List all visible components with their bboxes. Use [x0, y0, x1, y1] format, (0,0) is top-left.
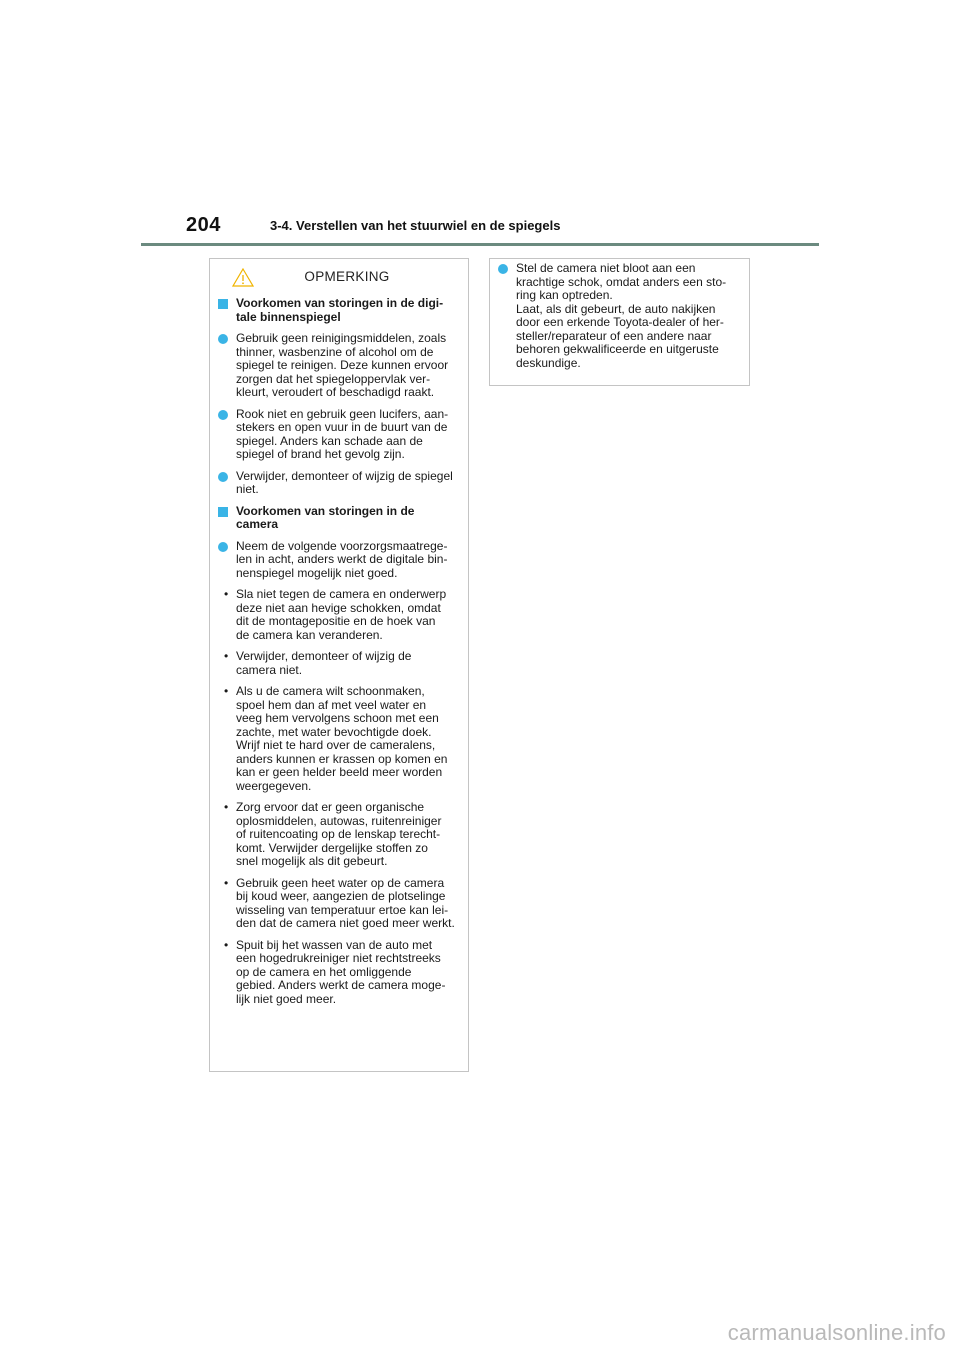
bullet-point — [218, 939, 458, 1007]
watermark: carmanualsonline.info — [727, 1320, 946, 1345]
page-number: 204 — [186, 214, 221, 236]
item-text: Stel de camera niet bloot aan een krachtige schok, omdat anders een sto- ring kan optreden. Laat, als dit gebeurt, de auto nakijken door een erkende Toyota-dealer of her- steller/reparateur of een andere naar behoren gekwalificeerde en uitgeruste deskundige. — [516, 261, 727, 370]
notice-point — [218, 470, 458, 497]
item-text: Verwijder, demonteer of wijzig de spiegel niet. — [236, 468, 453, 496]
item-text: Voorkomen van storingen in de digi- tale binnenspiegel — [236, 296, 444, 324]
bullet-point — [218, 650, 458, 677]
bullet-point — [218, 685, 458, 793]
item-text: Gebruik geen heet water op de camera bij koud weer, aangezien de plotselinge wisseling van temperatuur ertoe kan lei- den dat de camera niet goed meer werkt. — [236, 875, 455, 930]
bullet-marker-icon: • — [224, 937, 229, 952]
bullet-point — [218, 588, 458, 642]
bullet-marker-icon: • — [224, 684, 229, 698]
notice-content — [218, 297, 458, 1006]
circle-marker-icon — [218, 410, 228, 420]
bullet-marker-icon: • — [224, 875, 229, 890]
item-text: Zorg ervoor dat er geen organische oplosmiddelen, autowas, ruitenreiniger of ruitencoating op de lenskap terecht- komt. Verwijder dergelijke stoffen zo snel mogelijk als dit gebeurt. — [236, 800, 442, 868]
circle-marker-icon — [218, 334, 228, 344]
notice-point — [498, 262, 739, 370]
bullet-point — [218, 801, 458, 869]
item-text: Neem de volgende voorzorgsmaatrege- len in acht, anders werkt de digitale bin- nenspiegel mogelijk niet goed. — [236, 538, 448, 580]
item-text: Rook niet en gebruik geen lucifers, aan- stekers en open vuur in de buurt van de spiegel. Anders kan schade aan de spiegel of brand het gevolg zijn. — [236, 406, 449, 461]
bullet-marker-icon: • — [224, 587, 229, 601]
notice-title: OPMERKING — [304, 268, 390, 284]
notice-point — [218, 408, 458, 462]
circle-marker-icon — [218, 542, 228, 552]
item-text: Verwijder, demonteer of wijzig de camera niet. — [236, 649, 412, 677]
section-title: 3-4. Verstellen van het stuurwiel en de spiegels — [270, 218, 561, 233]
warning-triangle-icon — [232, 268, 254, 287]
item-text: Voorkomen van storingen in de camera — [236, 503, 415, 531]
notice-point — [218, 332, 458, 400]
item-text: Sla niet tegen de camera en onderwerp deze niet aan hevige schokken, omdat dit de montagepositie en de hoek van de camera kan veranderen. — [236, 587, 447, 642]
item-text: Als u de camera wilt schoonmaken, spoel hem dan af met veel water en veeg hem vervolgens schoon met een zachte, met water bevochtigde doek. Wrijf niet te hard over de cameralens, anders kunnen er krassen op komen en kan er geen helder beeld meer worden weergegeven. — [236, 684, 448, 793]
bullet-marker-icon: • — [224, 649, 229, 663]
item-text: Spuit bij het wassen van de auto met een hogedrukreiniger niet rechtstreeks op de camera en het omliggende gebied. Anders werkt de camera moge- lijk niet goed meer. — [236, 937, 446, 1006]
bullet-point — [218, 877, 458, 931]
notice-content-continued — [498, 262, 739, 370]
square-marker-icon — [218, 299, 228, 309]
notice-header — [218, 259, 458, 293]
circle-marker-icon — [218, 472, 228, 482]
section-heading — [218, 505, 458, 532]
item-text: Gebruik geen reinigingsmiddelen, zoals thinner, wasbenzine of alcohol om de spiegel te reinigen. Deze kunnen ervoor zorgen dat het spiegeloppervlak ver- kleurt, veroudert of beschadigd raakt. — [236, 331, 449, 399]
bullet-marker-icon: • — [224, 800, 229, 814]
notice-box — [209, 258, 469, 1072]
circle-marker-icon — [498, 264, 508, 274]
section-heading — [218, 297, 458, 324]
square-marker-icon — [218, 507, 228, 517]
header-rule — [141, 243, 819, 246]
notice-box-continued — [489, 258, 750, 386]
notice-point — [218, 540, 458, 581]
